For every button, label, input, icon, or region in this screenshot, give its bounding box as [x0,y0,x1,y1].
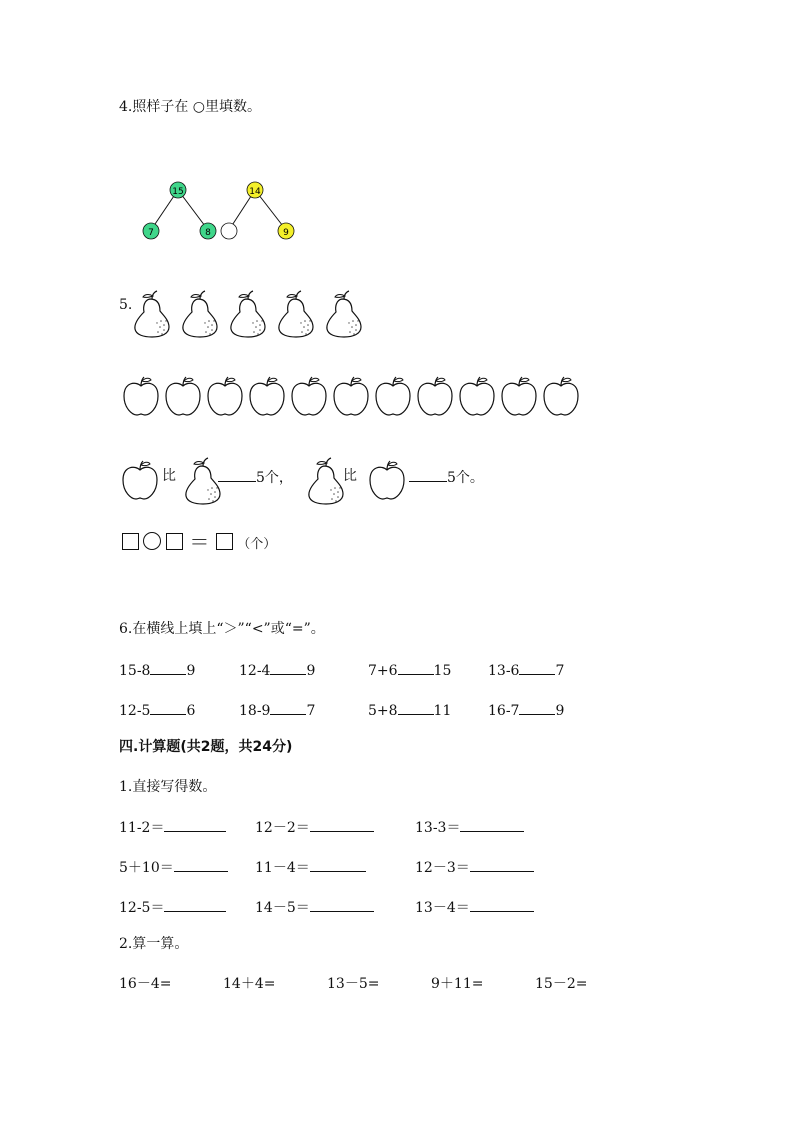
answer-box[interactable] [216,533,233,550]
value: 9 [555,703,565,719]
answer-blank[interactable] [519,700,555,715]
answer-blank[interactable] [470,897,534,912]
sentence-figures [0,0,794,520]
q5-label: 5. [119,297,133,313]
q4-title: 4.照样子在 ○里填数。 [119,99,262,115]
calc-item: 15－2= [535,976,588,992]
expr: 12-5 [119,703,151,719]
tree2-right-value: 9 [283,228,289,238]
compare-word-2: 比 [343,468,357,484]
answer-blank[interactable] [164,897,226,912]
expr: 15-8 [119,663,151,679]
expr: 16-7 [488,703,520,719]
equals-sign: ＝ [189,530,210,554]
value: 11 [433,703,452,719]
calc-item: 9＋11= [431,976,484,992]
answer-blank[interactable] [310,817,374,832]
apple-icon [123,461,157,499]
compare-word-1: 比 [162,468,176,484]
calc-item: 13－5= [327,976,380,992]
value: 7 [306,703,316,719]
answer-blank[interactable] [409,467,447,482]
value: 15 [433,663,452,679]
apple-icon [370,461,404,499]
pear-icon [309,458,343,504]
answer-blank[interactable] [164,817,226,832]
answer-blank[interactable] [398,700,434,715]
answer-blank[interactable] [150,700,186,715]
answer-box[interactable] [122,533,139,550]
c1-title: 1.直接写得数。 [119,779,217,795]
value: 6 [186,703,196,719]
answer-blank[interactable] [270,700,306,715]
expr: 12-5＝ [119,900,165,916]
expr: 12－3＝ [415,860,470,876]
answer-blank[interactable] [519,660,555,675]
answer-blank[interactable] [460,817,524,832]
tree2-top-value: 14 [249,187,261,197]
expr: 11－4＝ [255,860,310,876]
answer-blank[interactable] [310,897,374,912]
sentence-part-2 [409,467,484,487]
tree1-left-value: 7 [148,228,154,238]
answer-blank[interactable] [398,660,434,675]
section-title: 四.计算题(共2题，共24分) [119,739,293,755]
answer-blank[interactable] [270,660,306,675]
expr: 12－2＝ [255,820,310,836]
calc-item: 16－4= [119,976,172,992]
sentence-tail-2: 5个。 [447,470,484,486]
equation-template [122,531,276,556]
expr: 11-2＝ [119,820,165,836]
value: 9 [186,663,196,679]
expr: 13－4＝ [415,900,470,916]
expr: 13-6 [488,663,520,679]
sentence-tail-1: 5个， [256,470,293,486]
answer-blank[interactable] [174,857,228,872]
answer-blank[interactable] [310,857,366,872]
expr: 14－5＝ [255,900,310,916]
sentence-part-1 [218,467,293,487]
value: 7 [555,663,565,679]
answer-blank[interactable] [470,857,534,872]
c2-title: 2.算一算。 [119,936,189,952]
calc-item: 14＋4= [223,976,276,992]
unit-label: （个） [237,537,277,552]
q6-title: 6.在横线上填上“＞”“<”或“=”。 [119,621,325,637]
expr: 5+8 [368,703,398,719]
expr: 13-3＝ [415,820,461,836]
pear-icon [186,458,220,504]
operator-circle[interactable] [143,532,161,550]
expr: 12-4 [239,663,271,679]
answer-blank[interactable] [150,660,186,675]
expr: 18-9 [239,703,271,719]
expr: 7+6 [368,663,398,679]
expr: 5＋10＝ [119,860,174,876]
answer-box[interactable] [166,533,183,550]
tree1-right-value: 8 [205,228,211,238]
answer-blank[interactable] [218,467,256,482]
value: 9 [306,663,316,679]
tree1-top-value: 15 [172,187,184,197]
